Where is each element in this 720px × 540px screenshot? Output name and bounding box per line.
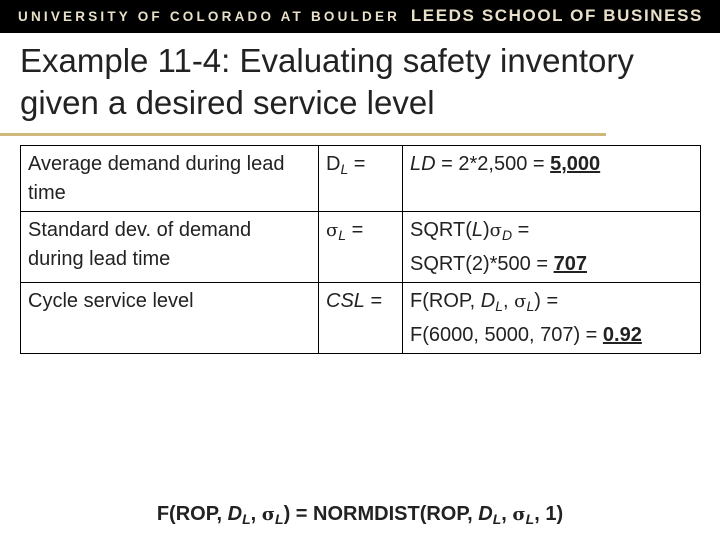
formula-subscript: L — [242, 511, 251, 527]
row-label: Average demand during lead time — [21, 146, 319, 212]
expr-variable: L — [471, 219, 483, 241]
expr-text: F(6000, 5000, 707) = — [410, 324, 603, 346]
symbol-subscript: L — [340, 161, 349, 177]
table-row — [21, 212, 701, 283]
expr-text: F(ROP, — [410, 290, 481, 312]
sigma-symbol: σ — [489, 220, 502, 241]
symbol-subscript: L — [495, 298, 504, 314]
formula-subscript: L — [275, 511, 284, 527]
symbol-subscript: L — [338, 227, 347, 243]
symbol-equals: = — [348, 153, 366, 175]
row-label: Standard dev. of demand during lead time — [21, 212, 319, 283]
row-symbol — [319, 212, 403, 283]
formula-text: F(ROP, — [156, 503, 228, 525]
expr-text: SQRT(2)*500 = — [410, 253, 554, 275]
expr-result: 5,000 — [550, 153, 601, 175]
symbol-equals: = — [364, 290, 383, 312]
header-banner — [0, 0, 720, 33]
expr-text: = — [512, 219, 530, 241]
expr-text: SQRT( — [410, 219, 472, 241]
row-expression — [403, 283, 701, 354]
normdist-formula — [0, 503, 720, 527]
school-name: LEEDS SCHOOL OF BUSINESS — [410, 6, 703, 25]
expr-text: = 2*2,500 = — [435, 153, 551, 175]
symbol-subscript: L — [526, 298, 535, 314]
expr-variable: D — [480, 290, 496, 312]
expr-text: , — [503, 290, 515, 312]
expr-line-1 — [410, 216, 693, 250]
formula-variable: D — [478, 503, 493, 525]
symbol-equals: = — [346, 219, 364, 241]
inventory-table — [20, 145, 701, 354]
sigma-symbol: σ — [261, 504, 276, 525]
expr-result: 707 — [553, 253, 587, 275]
row-expression — [403, 212, 701, 283]
formula-subscript: L — [525, 511, 535, 527]
sigma-symbol: σ — [512, 504, 526, 525]
row-symbol — [319, 283, 403, 354]
sigma-symbol: σ — [514, 291, 527, 312]
slide-title: Example 11-4: Evaluating safety inventory given a desired service level — [20, 42, 634, 121]
formula-text: , — [501, 503, 513, 525]
symbol-subscript: D — [501, 227, 513, 243]
title-underline-rule — [0, 133, 606, 136]
expr-result: 0.92 — [602, 324, 642, 346]
formula-text: , 1) — [534, 503, 564, 525]
row-expression — [403, 146, 701, 212]
row-symbol — [319, 146, 403, 212]
formula-subscript: L — [492, 511, 502, 527]
symbol-main: D — [326, 153, 341, 175]
formula-text: , — [250, 503, 262, 525]
expr-line-2 — [410, 250, 693, 279]
expr-line-2 — [410, 321, 693, 350]
formula-text: ) = NORMDIST(ROP, — [283, 503, 479, 525]
formula-variable: D — [227, 503, 243, 525]
table-row — [21, 146, 701, 212]
row-label: Cycle service level — [21, 283, 319, 354]
expr-text: ) = — [534, 290, 559, 312]
table-row — [21, 283, 701, 354]
sigma-symbol: σ — [326, 220, 339, 241]
expr-line-1 — [410, 287, 693, 321]
expr-text: ) — [482, 219, 490, 241]
university-name: UNIVERSITY OF COLORADO AT BOULDER — [18, 9, 401, 24]
expr-variable: LD — [410, 153, 436, 175]
symbol-main: CSL — [326, 290, 365, 312]
